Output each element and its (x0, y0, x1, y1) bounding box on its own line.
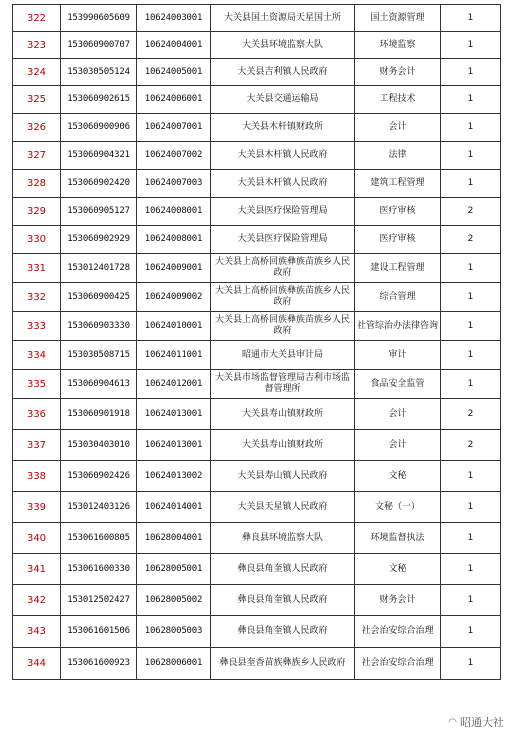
cell-hire-count: 2 (441, 198, 501, 226)
cell-employer: 大关县木杆镇人民政府 (211, 170, 355, 198)
cell-position-code: 10624007001 (137, 114, 211, 142)
cell-employer: 彝良县角奎镇人民政府 (211, 616, 355, 648)
table-row (13, 170, 501, 198)
cell-hire-count: 1 (441, 585, 501, 616)
table-row (13, 370, 501, 399)
cell-hire-count: 2 (441, 399, 501, 430)
cell-position-title: 审计 (355, 341, 441, 370)
cell-hire-count: 1 (441, 86, 501, 114)
cell-position-code: 10624003001 (137, 5, 211, 32)
table-row (13, 616, 501, 648)
cell-candidate-number: 153012401728 (61, 254, 137, 283)
cell-candidate-number: 153060900906 (61, 114, 137, 142)
cell-employer: 彝良县奎香苗族彝族乡人民政府 (211, 648, 355, 680)
cell-index: 323 (13, 32, 61, 59)
cell-position-title: 综合管理 (355, 283, 441, 312)
cell-index: 338 (13, 461, 61, 492)
cell-employer: 昭通市大关县审计局 (211, 341, 355, 370)
cell-employer: 大关县环境监察大队 (211, 32, 355, 59)
cell-candidate-number: 153030508715 (61, 341, 137, 370)
cell-employer: 大关县交通运输局 (211, 86, 355, 114)
cell-candidate-number: 153030505124 (61, 59, 137, 86)
cell-employer: 大关县上高桥回族彝族苗族乡人民政府 (211, 254, 355, 283)
cell-position-title: 医疗审核 (355, 226, 441, 254)
cell-employer: 彝良县环境监察大队 (211, 523, 355, 554)
table-row (13, 198, 501, 226)
cell-employer: 大关县木杆镇人民政府 (211, 142, 355, 170)
cell-index: 335 (13, 370, 61, 399)
table-row (13, 430, 501, 461)
cell-candidate-number: 153060904613 (61, 370, 137, 399)
cell-employer: 大关县医疗保险管理局 (211, 198, 355, 226)
cell-index: 344 (13, 648, 61, 680)
table-row (13, 226, 501, 254)
cell-employer: 彝良县角奎镇人民政府 (211, 554, 355, 585)
cell-position-title: 文秘（一） (355, 492, 441, 523)
cell-position-code: 10628006001 (137, 648, 211, 680)
cell-position-code: 10624009002 (137, 283, 211, 312)
cell-position-code: 10624007003 (137, 170, 211, 198)
cell-hire-count: 1 (441, 312, 501, 341)
table-row (13, 254, 501, 283)
cell-employer: 大关县医疗保险管理局 (211, 226, 355, 254)
cell-index: 326 (13, 114, 61, 142)
cell-position-title: 食品安全监管 (355, 370, 441, 399)
cell-position-title: 会计 (355, 399, 441, 430)
cell-position-code: 10624007002 (137, 142, 211, 170)
cell-candidate-number: 153060902929 (61, 226, 137, 254)
cell-position-title: 法律 (355, 142, 441, 170)
cell-candidate-number: 153012403126 (61, 492, 137, 523)
cell-employer: 大关县国土资源局天星国土所 (211, 5, 355, 32)
cell-index: 333 (13, 312, 61, 341)
cell-candidate-number: 153990605609 (61, 5, 137, 32)
cell-position-code: 10628005001 (137, 554, 211, 585)
cell-position-code: 10624013001 (137, 399, 211, 430)
cell-position-code: 10624008001 (137, 226, 211, 254)
table-row (13, 341, 501, 370)
cell-candidate-number: 153060900425 (61, 283, 137, 312)
cell-employer: 大关县寿山镇人民政府 (211, 461, 355, 492)
cell-employer: 大关县上高桥回族彝族苗族乡人民政府 (211, 283, 355, 312)
cell-index: 339 (13, 492, 61, 523)
cell-candidate-number: 153060902420 (61, 170, 137, 198)
cell-index: 337 (13, 430, 61, 461)
cell-position-code: 10624010001 (137, 312, 211, 341)
cell-position-code: 10628005003 (137, 616, 211, 648)
cell-index: 324 (13, 59, 61, 86)
cell-hire-count: 1 (441, 283, 501, 312)
cell-hire-count: 2 (441, 430, 501, 461)
cell-employer: 大关县上高桥回族彝族苗族乡人民政府 (211, 312, 355, 341)
cell-hire-count: 1 (441, 142, 501, 170)
cell-candidate-number: 153012502427 (61, 585, 137, 616)
watermark (446, 714, 506, 730)
cell-position-code: 10624004001 (137, 32, 211, 59)
table-row (13, 142, 501, 170)
cell-hire-count: 1 (441, 59, 501, 86)
table-row (13, 399, 501, 430)
cell-hire-count: 1 (441, 254, 501, 283)
watermark-text: 昭通大社 (460, 716, 504, 729)
cell-index: 328 (13, 170, 61, 198)
cell-candidate-number: 153060905127 (61, 198, 137, 226)
table-row (13, 585, 501, 616)
cell-hire-count: 1 (441, 114, 501, 142)
cell-position-code: 10624011001 (137, 341, 211, 370)
cell-employer: 大关县木杆镇财政所 (211, 114, 355, 142)
cell-position-code: 10624013002 (137, 461, 211, 492)
cell-candidate-number: 153061600923 (61, 648, 137, 680)
cell-candidate-number: 153061600330 (61, 554, 137, 585)
cell-hire-count: 1 (441, 461, 501, 492)
cell-position-title: 社会治安综合治理 (355, 616, 441, 648)
cell-position-code: 10628005002 (137, 585, 211, 616)
cell-index: 336 (13, 399, 61, 430)
cell-position-title: 工程技术 (355, 86, 441, 114)
cell-employer: 大关县市场监督管理局吉利市场监督管理所 (211, 370, 355, 399)
table-row (13, 32, 501, 59)
cell-position-code: 10628004001 (137, 523, 211, 554)
cell-index: 343 (13, 616, 61, 648)
cell-index: 331 (13, 254, 61, 283)
cell-employer: 大关县天星镇人民政府 (211, 492, 355, 523)
cell-candidate-number: 153060902426 (61, 461, 137, 492)
cell-candidate-number: 153060901918 (61, 399, 137, 430)
cell-hire-count: 1 (441, 5, 501, 32)
cell-hire-count: 1 (441, 370, 501, 399)
cell-candidate-number: 153060904321 (61, 142, 137, 170)
cell-hire-count: 1 (441, 492, 501, 523)
cell-index: 342 (13, 585, 61, 616)
cell-position-title: 医疗审核 (355, 198, 441, 226)
cell-candidate-number: 153030403010 (61, 430, 137, 461)
cell-employer: 大关县寿山镇财政所 (211, 399, 355, 430)
cell-candidate-number: 153061601506 (61, 616, 137, 648)
cell-index: 340 (13, 523, 61, 554)
cell-position-code: 10624013001 (137, 430, 211, 461)
cell-index: 334 (13, 341, 61, 370)
cell-hire-count: 1 (441, 523, 501, 554)
cell-position-title: 建设工程管理 (355, 254, 441, 283)
cell-hire-count: 1 (441, 341, 501, 370)
cell-index: 322 (13, 5, 61, 32)
table-row (13, 5, 501, 32)
cell-hire-count: 1 (441, 554, 501, 585)
cell-index: 329 (13, 198, 61, 226)
table-row (13, 114, 501, 142)
cell-position-code: 10624008001 (137, 198, 211, 226)
table-row (13, 283, 501, 312)
table-row (13, 554, 501, 585)
cell-hire-count: 1 (441, 648, 501, 680)
cell-candidate-number: 153061600805 (61, 523, 137, 554)
cell-index: 327 (13, 142, 61, 170)
cell-candidate-number: 153060903330 (61, 312, 137, 341)
cell-position-title: 国土资源管理 (355, 5, 441, 32)
results-table-body (13, 5, 501, 680)
cell-position-code: 10624009001 (137, 254, 211, 283)
cell-position-code: 10624012001 (137, 370, 211, 399)
cell-position-title: 财务会计 (355, 585, 441, 616)
cell-position-code: 10624014001 (137, 492, 211, 523)
table-row (13, 492, 501, 523)
cell-index: 332 (13, 283, 61, 312)
cell-hire-count: 1 (441, 170, 501, 198)
results-table-container (12, 4, 500, 680)
chat-bubble-icon: ◠ (448, 716, 457, 728)
cell-position-title: 文秘 (355, 554, 441, 585)
table-row (13, 86, 501, 114)
cell-index: 330 (13, 226, 61, 254)
cell-position-title: 会计 (355, 114, 441, 142)
cell-position-title: 文秘 (355, 461, 441, 492)
cell-position-title: 社会治安综合治理 (355, 648, 441, 680)
cell-candidate-number: 153060902615 (61, 86, 137, 114)
table-row (13, 59, 501, 86)
cell-position-title: 环境监督执法 (355, 523, 441, 554)
cell-position-code: 10624006001 (137, 86, 211, 114)
table-row (13, 523, 501, 554)
cell-index: 325 (13, 86, 61, 114)
cell-hire-count: 1 (441, 32, 501, 59)
cell-position-code: 10624005001 (137, 59, 211, 86)
cell-index: 341 (13, 554, 61, 585)
cell-candidate-number: 153060900707 (61, 32, 137, 59)
cell-employer: 大关县寿山镇财政所 (211, 430, 355, 461)
table-row (13, 648, 501, 680)
cell-employer: 彝良县角奎镇人民政府 (211, 585, 355, 616)
cell-position-title: 建筑工程管理 (355, 170, 441, 198)
cell-position-title: 财务会计 (355, 59, 441, 86)
cell-employer: 大关县吉利镇人民政府 (211, 59, 355, 86)
cell-position-title: 会计 (355, 430, 441, 461)
results-table (12, 4, 501, 680)
cell-position-title: 社管综治办法律咨询 (355, 312, 441, 341)
cell-hire-count: 1 (441, 616, 501, 648)
table-row (13, 312, 501, 341)
cell-hire-count: 2 (441, 226, 501, 254)
table-row (13, 461, 501, 492)
cell-position-title: 环境监察 (355, 32, 441, 59)
